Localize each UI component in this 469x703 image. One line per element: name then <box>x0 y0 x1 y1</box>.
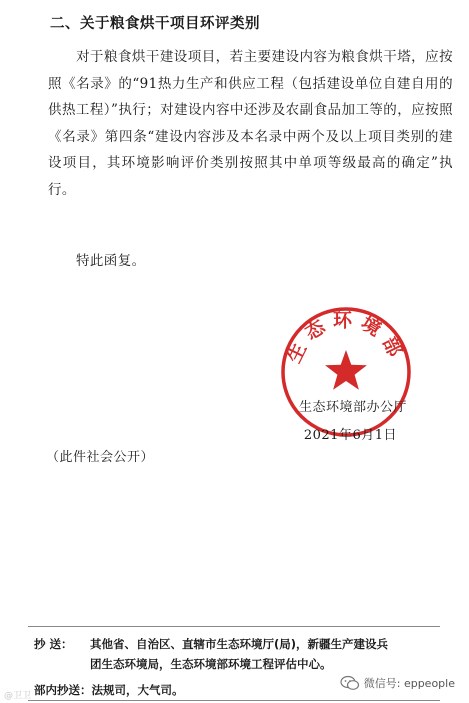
paragraph-closing-text: 特此函复。 <box>76 253 146 269</box>
issue-date: 2021年6月1日 <box>303 428 397 443</box>
signer-name: 生态环境部办公厅 <box>298 400 407 415</box>
cc-line-1: 其他省、自治区、直辖市生态环境厅(局)，新疆生产建设兵 <box>90 637 389 651</box>
cc-internal-label: 部内抄送： <box>34 683 92 697</box>
cc-label: 抄 送： <box>34 637 73 651</box>
cc-line-2: 团生态环境局，生态环境部环境工程评估中心。 <box>90 657 332 671</box>
official-seal <box>279 305 413 439</box>
wechat-icon <box>340 675 360 691</box>
section-heading: 二、关于粮食烘干项目环评类别 <box>50 16 260 32</box>
paragraph-closing <box>48 248 453 275</box>
watermark-right <box>340 675 455 691</box>
star-icon <box>325 350 367 390</box>
public-note: （此件社会公开） <box>46 450 155 465</box>
watermark-left: @卫卫 <box>4 691 32 701</box>
divider-top <box>28 626 440 627</box>
watermark-account: 微信号: eppeople <box>363 677 455 690</box>
divider-bottom <box>28 700 440 701</box>
cc-internal-content: 法规司，大气司。 <box>91 683 184 697</box>
seal-text: 生态环境部 <box>282 309 410 367</box>
cc-block <box>34 634 454 674</box>
paragraph-main-text: 对于粮食烘干建设项目，若主要建设内容为粮食烘干塔，应按照《名录》的“91热力生产和供应工程（包括建设单位自建自用的供热工程）”执行；对建设内容中还涉及农副食品加工等的，应按照《名录》第四条“建设内容涉及本名录中两个及以上项目类别的建设项目，其环境影响评价类别按照其中单项等级最高的确定”执行。 <box>48 49 453 198</box>
paragraph-main <box>48 44 453 203</box>
